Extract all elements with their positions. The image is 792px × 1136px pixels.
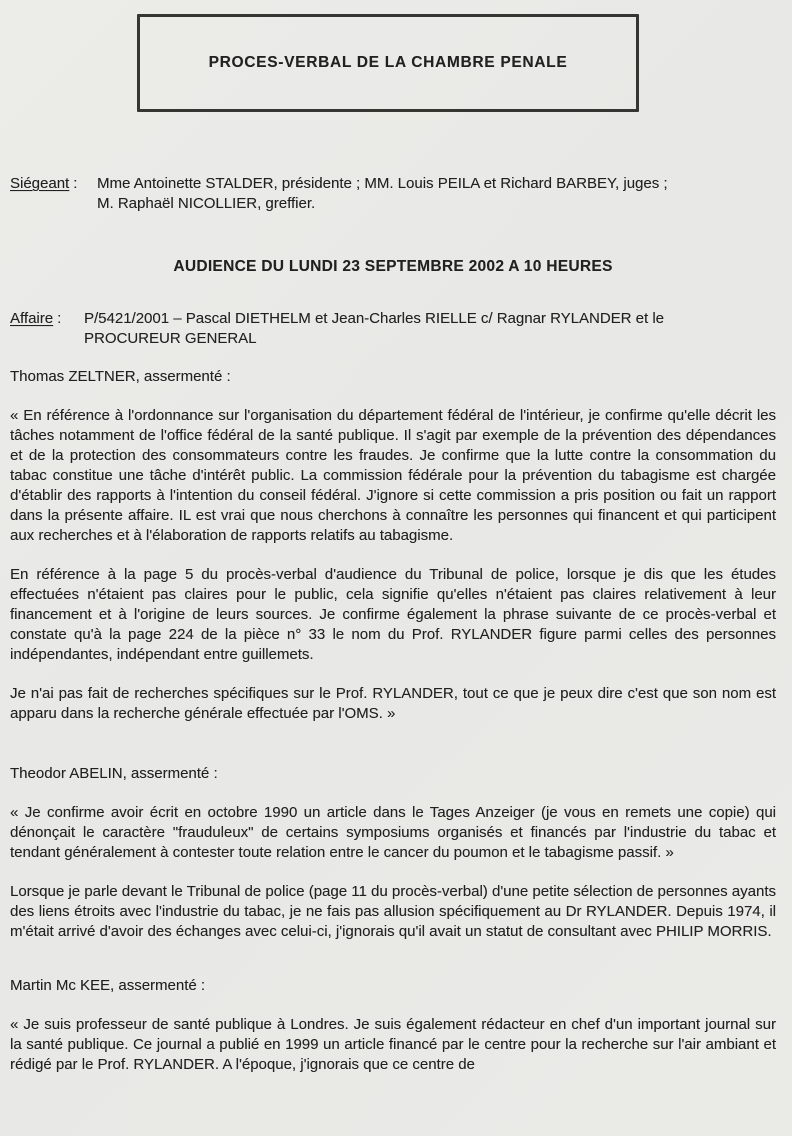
siegeant-text xyxy=(97,174,776,214)
title-box xyxy=(137,14,639,112)
audience-title: AUDIENCE DU LUNDI 23 SEPTEMBRE 2002 A 10 HEURES xyxy=(173,258,613,275)
testimony-paragraph: « Je suis professeur de santé publique à Londres. Je suis également rédacteur en chef d'un important journal sur la santé publique. Ce journal a publié en 1999 un article financé par le centre pour la recherche sur l'air ambiant et rédigé par le Prof. RYLANDER. A l'époque, j'ignorais que ce centre de xyxy=(10,1016,776,1073)
affaire-label-colon: : xyxy=(57,310,62,327)
siegeant-line-1: Mme Antoinette STALDER, présidente ; MM. Louis PEILA et Richard BARBEY, juges ; xyxy=(97,175,668,192)
witness-heading-abelin: Theodor ABELIN, assermenté : xyxy=(10,765,218,782)
affaire-label-word: Affaire xyxy=(10,310,54,327)
siegeant-label-colon: : xyxy=(73,175,78,192)
siegeant-label xyxy=(10,174,97,214)
affaire-label xyxy=(10,309,84,349)
siegeant-line-2: M. Raphaël NICOLLIER, greffier. xyxy=(97,195,316,212)
testimony-paragraph: Je n'ai pas fait de recherches spécifiques sur le Prof. RYLANDER, tout ce que je peux dire c'est que son nom est apparu dans la recherche générale effectuée par l'OMS. » xyxy=(10,685,776,722)
testimony-paragraph: Lorsque je parle devant le Tribunal de police (page 11 du procès-verbal) d'une petite sélection de personnes ayants des liens étroits avec l'industrie du tabac, je ne fais pas allusion spécifiquement au Dr RYLANDER. Depuis 1974, il m'était arrivé d'avoir des échanges avec celui-ci, j'ignorais qu'il avait un statut de consultant avec PHILIP MORRIS. xyxy=(10,883,776,940)
affaire-line-1: P/5421/2001 – Pascal DIETHELM et Jean-Charles RIELLE c/ Ragnar RYLANDER et le xyxy=(84,310,665,327)
siegeant-row xyxy=(10,174,776,214)
testimony-paragraph: En référence à la page 5 du procès-verbal d'audience du Tribunal de police, lorsque je dis que les études effectuées n'étaient pas claires pour le public, cela signifie qu'elles n'étaient pas claires relativement à leur financement et à l'origine de leurs sources. Je confirme également la phrase suivante de ce procès-verbal et constate qu'à la page 224 de la pièce n° 33 le nom du Prof. RYLANDER figure parmi celles des personnes indépendantes, indépendant entre guillemets. xyxy=(10,566,776,663)
affaire-text xyxy=(84,309,776,349)
document-title: PROCES-VERBAL DE LA CHAMBRE PENALE xyxy=(208,54,568,71)
testimony-paragraph: « Je confirme avoir écrit en octobre 1990 un article dans le Tages Anzeiger (je vous en remets une copie) qui dénonçait le caractère "frauduleux" de certains symposiums organisés et financés par l'industrie du tabac et tendant généralement à contester toute relation entre le cancer du poumon et le tabagisme passif. » xyxy=(10,804,776,861)
affaire-line-2: PROCUREUR GENERAL xyxy=(84,330,257,347)
siegeant-label-word: Siégeant xyxy=(10,175,70,192)
testimony-paragraph: « En référence à l'ordonnance sur l'organisation du département fédéral de l'intérieur, je confirme qu'elle décrit les tâches notamment de l'office fédéral de la santé publique. Il s'agit par exemple de la prévention des dépendances et de la protection des consommateurs contre les fraudes. Je confirme que la lutte contre la consommation du tabac constitue une tâche d'intérêt public. La commission fédérale pour la prévention du tabagisme est chargée d'établir des rapports à l'intention du conseil fédéral. J'ignore si cette commission a pris position ou fait un rapport dans la présente affaire. IL est vrai que nous cherchons à connaître les personnes qui financent et qui participent aux recherches et à l'élaboration de rapports relatifs au tabagisme. xyxy=(10,407,776,544)
witness-heading-mckee: Martin Mc KEE, assermenté : xyxy=(10,977,206,994)
affaire-row xyxy=(10,309,776,349)
witness-heading-zeltner: Thomas ZELTNER, assermenté : xyxy=(10,368,231,385)
